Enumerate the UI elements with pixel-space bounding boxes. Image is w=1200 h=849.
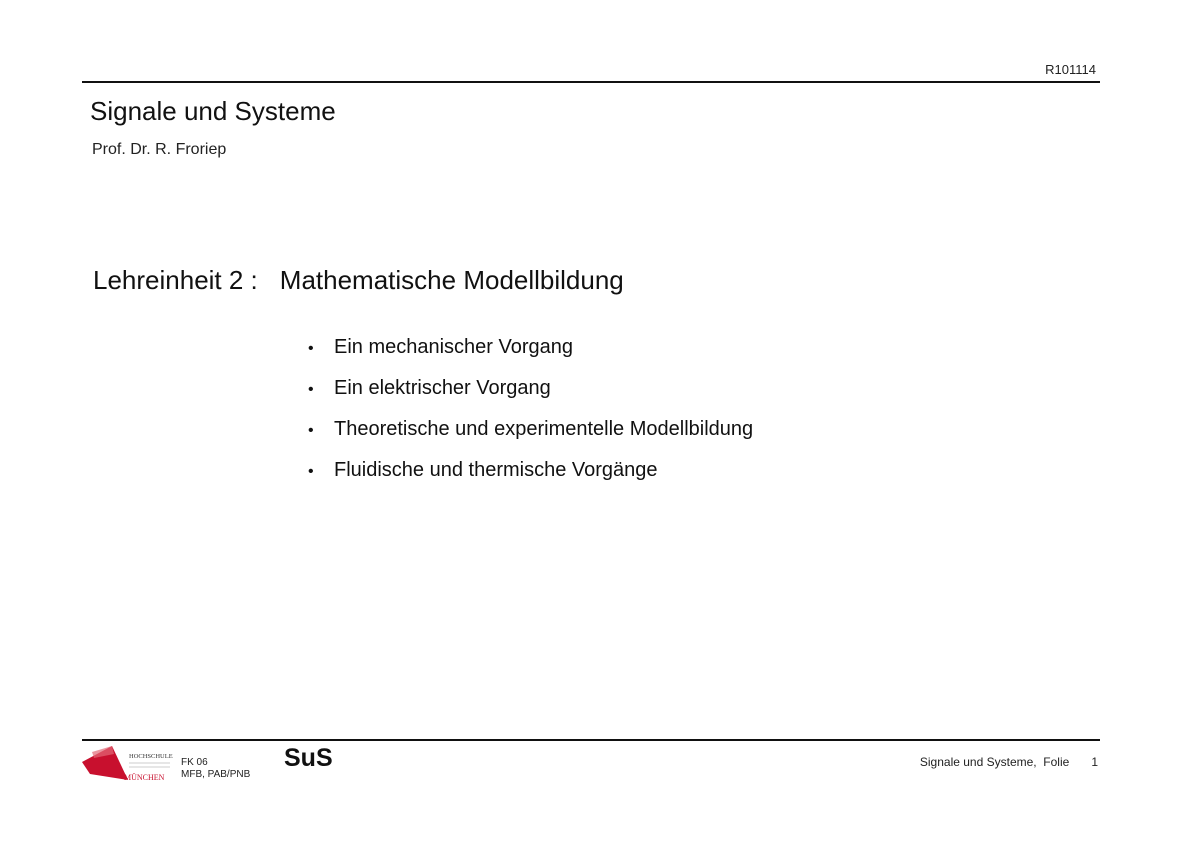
header-rule [82,81,1100,83]
slide-footer [920,755,1098,769]
page-number: 1 [1091,755,1098,769]
faculty-info [181,757,250,781]
logo-text-top: HOCHSCHULE [129,753,173,760]
list-item: • Ein mechanischer Vorgang [308,333,753,374]
slide-label: Signale und Systeme, Folie [919,755,1070,769]
course-title: Signale und Systeme [90,96,336,126]
footer-rule [82,739,1100,741]
faculty-programs: MFB, PAB/PNB [181,769,251,780]
unit-heading [93,265,624,296]
bullet-icon: • [308,422,314,439]
unit-topic: Mathematische Modellbildung [279,265,624,295]
bullet-icon: • [308,463,314,480]
bullet-icon: • [308,381,314,398]
faculty-code: FK 06 [181,757,208,768]
document-id: R101114 [1045,62,1096,77]
professor-name: Prof. Dr. R. Froriep [92,141,227,158]
list-item: • Theoretische und experimentelle Modellbildung [308,415,753,456]
course-short-title: SuS [284,744,333,772]
university-logo [82,744,174,782]
unit-label: Lehreinheit 2 : [93,265,258,295]
bullet-icon: • [308,340,314,357]
topic-list [308,333,753,497]
logo-text-bottom: MÜNCHEN [124,773,165,782]
list-item: • Ein elektrischer Vorgang [308,374,753,415]
list-item: • Fluidische und thermische Vorgänge [308,456,753,497]
